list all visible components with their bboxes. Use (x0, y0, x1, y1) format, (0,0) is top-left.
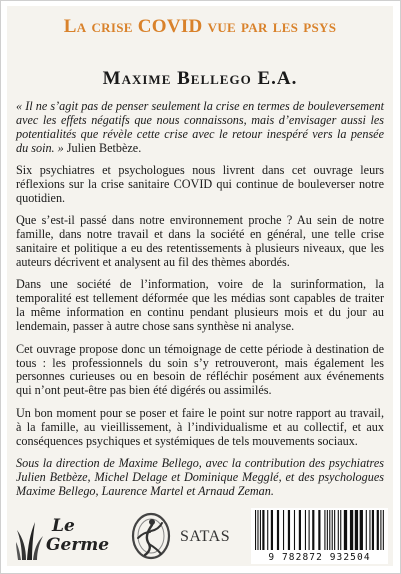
barcode-bar (271, 510, 273, 550)
barcode-bar (355, 510, 358, 550)
barcode-bar (366, 510, 367, 550)
epigraph-quote (16, 100, 384, 156)
blurb-text (16, 100, 384, 507)
barcode-bar (312, 510, 314, 550)
barcode-bar (380, 510, 381, 550)
paragraph: Six psychiatres et psychologues nous livrent dans cet ouvrage leurs réflexions sur la crise sanitaire COVID qui continue de bouleverser notre quotidien. (16, 163, 384, 205)
author-name: Maxime Bellego E.A. (102, 68, 298, 89)
contributors-credits: Sous la direction de Maxime Bellego, avec la contribution des psychiatres Julien Betbèze, Michel Delage et Dominique Megglé, et des psychologues Maxime Bellego, Laurence Martel et Arnaud Zeman. (16, 455, 384, 498)
barcode-bar (262, 510, 264, 550)
barcode-bar (372, 510, 374, 550)
le-germe-logo-line2: Germe (46, 535, 110, 555)
quote-text: « Il ne s’agit pas de penser seulement la crise en termes de bouleversement avec les effets négatifs que nous connaissons, mais d’envisager aussi les potentialités que révèle cette crise avec le retour inespéré vers la pensée du soin. » (16, 99, 384, 155)
barcode-bar (257, 510, 258, 550)
cover-footer (7, 506, 393, 566)
barcode-bar (334, 510, 335, 550)
barcode-bar (327, 510, 328, 550)
barcode-bar (344, 510, 347, 550)
barcode-bars (251, 508, 388, 552)
barcode-bar (294, 510, 295, 550)
barcode-bar (267, 510, 268, 550)
barcode-bar (309, 510, 310, 550)
quote-attribution: Julien Betbèze. (66, 140, 142, 155)
barcode-bar (377, 510, 379, 550)
satas-logo-text: SATAS (180, 528, 231, 545)
paragraph: Dans une société de l’information, voire de la surinformation, la temporalité est tellement déformée que les médias sont capables de traiter la même information en continu pendant plusieurs mois et du jour au lendemain, passer à autre chose sans synthèse ni analyse. (16, 277, 384, 334)
barcode-bar (255, 510, 256, 550)
barcode-bar (332, 510, 333, 550)
barcode-bar (299, 510, 301, 550)
le-germe-logo-line1: Le (52, 516, 75, 536)
barcode-bar (260, 510, 261, 550)
barcode-bar (305, 510, 306, 550)
isbn-barcode (251, 508, 388, 564)
barcode-bar (288, 510, 290, 550)
barcode-bar (277, 510, 279, 550)
barcode-bar (369, 510, 370, 550)
le-germe-logo (16, 514, 110, 562)
satas-emblem-icon (125, 510, 177, 562)
isbn-digits: 9 782872 932504 (268, 552, 371, 563)
barcode-bar (283, 510, 284, 550)
satas-logo (125, 510, 235, 562)
barcode-bar (350, 510, 353, 550)
barcode-bar (318, 510, 320, 550)
paragraph: Un bon moment pour se poser et faire le point sur notre rapport au travail, à la famille, au vieillissement, à l’individualisme et au collectif, et aux conséquences psychiques et systémiques de tels mouvements sociaux. (16, 405, 384, 448)
series-title: La crise COVID vue par les psys (63, 16, 337, 37)
barcode-bar (383, 510, 384, 550)
barcode-bar (360, 510, 363, 550)
cover-panel (7, 6, 393, 566)
paragraph: Cet ouvrage propose donc un témoignage de cette période à destination de tous : les professionnels du soin s’y retrouveront, mais également les personnes curieuses ou en besoin de réfléchir posément aux événements qui n’ont peut-être pas bien été digérés ou assimilés. (16, 341, 384, 398)
barcode-bar (340, 510, 341, 550)
barcode-bar (338, 510, 339, 550)
barcode-bar (324, 510, 325, 550)
paragraph: Que s’est-il passé dans notre environnement proche ? Au sein de notre famille, dans notre travail et dans la société en général, une telle crise sanitaire et politique a eu des retentissements à plusieurs niveaux, que les auteurs décrivent et analysent au fil des thèmes abordés. (16, 213, 384, 270)
barcode-bar (329, 510, 330, 550)
